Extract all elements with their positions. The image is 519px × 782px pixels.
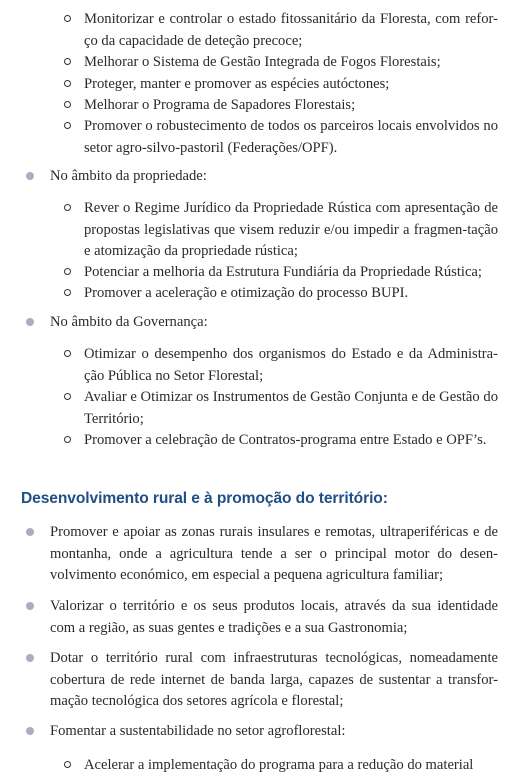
list-item: Monitorizar e controlar o estado fitossanitário da Floresta, com refor-ço da capacidade de deteção precoce; <box>84 11 498 49</box>
bullet-dot-icon <box>26 602 34 610</box>
circle-bullet-icon <box>64 122 71 129</box>
list-item: Promover a celebração de Contratos-programa entre Estado e OPF’s. <box>84 432 487 448</box>
list-item: Melhorar o Programa de Sapadores Florestais; <box>84 97 356 113</box>
list-item: Melhorar o Sistema de Gestão Integrada de Fogos Florestais; <box>84 54 441 70</box>
list-item: Fomentar a sustentabilidade no setor agroflorestal: <box>50 723 346 739</box>
circle-bullet-icon <box>64 15 71 22</box>
list-item: Rever o Regime Jurídico da Propriedade Rústica com apresentação de propostas legislativas que visem reduzir e/ou impedir a fragmen-tação e atomização da propriedade rústica; <box>84 200 498 259</box>
list-item: Potenciar a melhoria da Estrutura Fundiária da Propriedade Rústica; <box>84 264 482 280</box>
bullet-dot-icon <box>26 654 34 662</box>
circle-bullet-icon <box>64 80 71 87</box>
circle-bullet-icon <box>64 268 71 275</box>
list-item: No âmbito da Governança: <box>50 314 208 330</box>
list-item: Avaliar e Otimizar os Instrumentos de Gestão Conjunta e de Gestão do Território; <box>84 389 498 427</box>
circle-bullet-icon <box>64 350 71 357</box>
list-item: No âmbito da propriedade: <box>50 168 207 184</box>
list-item: Promover a aceleração e otimização do processo BUPI. <box>84 285 409 301</box>
circle-bullet-icon <box>64 204 71 211</box>
list-item: Proteger, manter e promover as espécies autóctones; <box>84 76 390 92</box>
bullet-dot-icon <box>26 528 34 536</box>
section-heading: Desenvolvimento rural e à promoção do território: <box>21 490 388 507</box>
bullet-dot-icon <box>26 172 34 180</box>
list-item: Valorizar o território e os seus produtos locais, através da sua identidade com a região, as suas gentes e tradições e a sua Gastronomia; <box>50 598 498 636</box>
list-item: Dotar o território rural com infraestruturas tecnológicas, nomeadamente cobertura de rede internet de banda larga, capazes de sustentar a transfor-mação tecnológica dos setores agrícola e florestal; <box>50 650 498 709</box>
list-item: Promover o robustecimento de todos os parceiros locais envolvidos no setor agro-silvo-pastoril (Federações/OPF). <box>84 118 498 156</box>
circle-bullet-icon <box>64 436 71 443</box>
circle-bullet-icon <box>64 58 71 65</box>
circle-bullet-icon <box>64 393 71 400</box>
bullet-dot-icon <box>26 727 34 735</box>
circle-bullet-icon <box>64 101 71 108</box>
list-item: Promover e apoiar as zonas rurais insulares e remotas, ultraperiféricas e de montanha, onde a agricultura tende a ser o principal motor do desen-volvimento económico, em especial a pequena agricultura familiar; <box>50 524 498 583</box>
circle-bullet-icon <box>64 289 71 296</box>
list-item: Otimizar o desempenho dos organismos do Estado e da Administra-ção Pública no Setor Florestal; <box>84 346 498 384</box>
bullet-dot-icon <box>26 318 34 326</box>
circle-bullet-icon <box>64 761 71 768</box>
list-item: Acelerar a implementação do programa para a redução do material <box>84 757 474 773</box>
